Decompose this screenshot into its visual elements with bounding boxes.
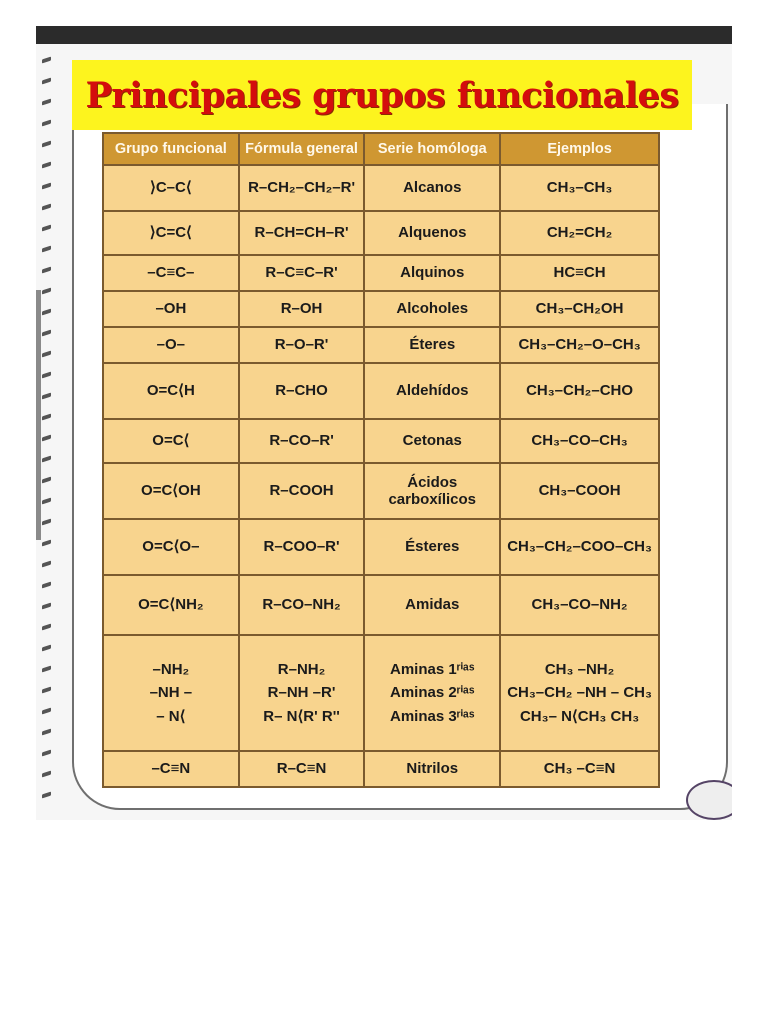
slide — [36, 44, 732, 820]
cell-formula-general — [239, 291, 365, 327]
ring-mark — [42, 309, 51, 316]
cell-line: R–O–R' — [274, 336, 329, 354]
ring-mark — [42, 519, 51, 526]
ring-mark — [42, 582, 51, 589]
table-row — [103, 419, 659, 463]
cell-serie-homologa — [364, 327, 500, 363]
cell-line: –C≡C– — [147, 264, 195, 282]
table-row — [103, 519, 659, 575]
cell-line: O=C⟨H — [146, 382, 195, 400]
cell-grupo-funcional — [103, 751, 239, 787]
cell-line: R–CO–NH₂ — [262, 596, 341, 614]
cell-ejemplo — [500, 327, 659, 363]
cell-line: CH₃– N⟨CH₃ CH₃ — [519, 707, 640, 725]
cell-line: CH₃–CH₂–CHO — [526, 382, 634, 400]
cell-grupo-funcional — [103, 363, 239, 419]
cell-ejemplo — [500, 575, 659, 635]
cell-line: O=C⟨O– — [142, 538, 200, 556]
cell-line: CH₂=CH₂ — [546, 224, 613, 242]
cell-serie-homologa — [364, 519, 500, 575]
ring-mark — [42, 456, 51, 463]
table-row — [103, 751, 659, 787]
cell-line: CH₃ –C≡N — [543, 760, 616, 778]
cell-line: Aminas 3ʳⁱᵃˢ — [390, 707, 475, 725]
cell-serie-homologa — [364, 463, 500, 519]
cell-formula-general — [239, 363, 365, 419]
cell-formula-general — [239, 211, 365, 255]
cell-grupo-funcional — [103, 165, 239, 211]
header-serie-homologa: Serie homóloga — [364, 133, 500, 165]
cell-line: carboxílicos — [388, 491, 477, 508]
title-banner — [72, 60, 692, 130]
left-scroll-edge — [36, 290, 41, 540]
cell-line: R–C≡C–R' — [265, 264, 338, 282]
cell-line: –NH₂ — [152, 661, 190, 679]
cell-line: CH₃–CH₃ — [546, 179, 613, 197]
cell-serie-homologa — [364, 211, 500, 255]
cell-formula-general — [239, 463, 365, 519]
ring-mark — [42, 225, 51, 232]
ring-mark — [42, 288, 51, 295]
table-row — [103, 165, 659, 211]
cell-serie-homologa — [364, 575, 500, 635]
cell-line: HC≡CH — [553, 264, 606, 282]
header-grupo-funcional: Grupo funcional — [103, 133, 239, 165]
cell-formula-general — [239, 751, 365, 787]
cell-line: O=C⟨NH₂ — [138, 596, 204, 614]
cell-grupo-funcional — [103, 635, 239, 751]
ring-mark — [42, 624, 51, 631]
cell-line: –O– — [156, 336, 186, 354]
university-seal-icon — [686, 780, 732, 820]
table-row — [103, 327, 659, 363]
ring-mark — [42, 687, 51, 694]
ring-mark — [42, 561, 51, 568]
cell-line: CH₃ –NH₂ — [544, 661, 615, 679]
cell-grupo-funcional — [103, 519, 239, 575]
ring-mark — [42, 120, 51, 127]
table-header-row — [103, 133, 659, 165]
cell-ejemplo — [500, 211, 659, 255]
cell-line: R–NH₂ — [277, 661, 326, 679]
ring-mark — [42, 729, 51, 736]
page-title: Principales grupos funcionales — [85, 74, 679, 116]
cell-formula-general — [239, 165, 365, 211]
cell-line: CH₃–CO–CH₃ — [531, 432, 628, 450]
cell-line: R–NH –R' — [267, 684, 336, 702]
table-row — [103, 255, 659, 291]
cell-grupo-funcional — [103, 211, 239, 255]
cell-line: Amidas — [405, 596, 460, 614]
ring-mark — [42, 162, 51, 169]
cell-ejemplo — [500, 363, 659, 419]
cell-serie-homologa — [364, 291, 500, 327]
cell-line: R–CO–R' — [269, 432, 334, 450]
cell-formula-general — [239, 255, 365, 291]
ring-mark — [42, 99, 51, 106]
cell-serie-homologa — [364, 751, 500, 787]
cell-line: Alquinos — [400, 264, 465, 282]
cell-serie-homologa — [364, 165, 500, 211]
cell-formula-general — [239, 419, 365, 463]
cell-line: R–CHO — [275, 382, 328, 400]
cell-grupo-funcional — [103, 255, 239, 291]
cell-line: ⟩C–C⟨ — [150, 179, 192, 197]
table-row — [103, 635, 659, 751]
ring-mark — [42, 393, 51, 400]
cell-line: –OH — [155, 300, 187, 318]
ring-mark — [42, 708, 51, 715]
ring-mark — [42, 78, 51, 85]
ring-mark — [42, 498, 51, 505]
cell-line: Aminas 1ʳⁱᵃˢ — [390, 661, 475, 679]
cell-line: Ácidos — [407, 473, 458, 491]
cell-line: Nitrilos — [406, 760, 459, 778]
cell-line: Aminas 2ʳⁱᵃˢ — [390, 684, 475, 702]
cell-line: R– N⟨R' R'' — [263, 707, 340, 725]
ring-mark — [42, 351, 51, 358]
header-ejemplos: Ejemplos — [500, 133, 659, 165]
cell-formula-general — [239, 327, 365, 363]
cell-ejemplo — [500, 635, 659, 751]
cell-line: O=C⟨OH — [141, 482, 201, 500]
cell-serie-homologa — [364, 419, 500, 463]
cell-ejemplo — [500, 255, 659, 291]
cell-line: Éteres — [409, 336, 456, 354]
ring-mark — [42, 141, 51, 148]
cell-line: R–CH=CH–R' — [254, 224, 349, 242]
ring-mark — [42, 330, 51, 337]
table-row — [103, 211, 659, 255]
functional-groups-table — [102, 132, 660, 788]
cell-grupo-funcional — [103, 575, 239, 635]
cell-line: ⟩C=C⟨ — [149, 224, 192, 242]
cell-formula-general — [239, 519, 365, 575]
cell-serie-homologa — [364, 363, 500, 419]
ring-mark — [42, 540, 51, 547]
cell-line: Aldehídos — [395, 382, 469, 400]
ring-mark — [42, 57, 51, 64]
cell-line: R–COO–R' — [263, 538, 340, 556]
cell-line: CH₃–CO–NH₂ — [531, 596, 628, 614]
cell-line: R–OH — [280, 300, 323, 318]
ring-mark — [42, 792, 51, 799]
ring-mark — [42, 771, 51, 778]
cell-ejemplo — [500, 751, 659, 787]
cell-grupo-funcional — [103, 463, 239, 519]
ring-mark — [42, 414, 51, 421]
cell-grupo-funcional — [103, 327, 239, 363]
ring-mark — [42, 603, 51, 610]
cell-formula-general — [239, 635, 365, 751]
cell-ejemplo — [500, 463, 659, 519]
ring-mark — [42, 750, 51, 757]
ring-mark — [42, 246, 51, 253]
cell-line: R–CH₂–CH₂–R' — [248, 179, 356, 197]
cell-line: R–C≡N — [276, 760, 327, 778]
ring-mark — [42, 666, 51, 673]
cell-line: Ésteres — [405, 538, 460, 556]
cell-serie-homologa — [364, 255, 500, 291]
cell-line: –NH – — [149, 684, 193, 702]
cell-line: CH₃–CH₂OH — [535, 300, 624, 318]
header-formula-general: Fórmula general — [239, 133, 365, 165]
ring-mark — [42, 204, 51, 211]
ring-mark — [42, 267, 51, 274]
cell-line: Alcoholes — [396, 300, 469, 318]
cell-line: –C≡N — [151, 760, 191, 778]
cell-serie-homologa — [364, 635, 500, 751]
cell-grupo-funcional — [103, 419, 239, 463]
ring-mark — [42, 183, 51, 190]
ring-mark — [42, 435, 51, 442]
ring-mark — [42, 372, 51, 379]
table-row — [103, 291, 659, 327]
cell-line: Cetonas — [402, 432, 462, 450]
cell-ejemplo — [500, 165, 659, 211]
table-row — [103, 575, 659, 635]
cell-line: CH₃–CH₂ –NH – CH₃ — [507, 684, 652, 702]
cell-line: CH₃–CH₂–O–CH₃ — [518, 336, 641, 354]
cell-line: – N⟨ — [156, 707, 186, 725]
cell-formula-general — [239, 575, 365, 635]
ring-mark — [42, 477, 51, 484]
cell-line: Alcanos — [403, 179, 462, 197]
ring-mark — [42, 645, 51, 652]
cell-line: Alquenos — [398, 224, 467, 242]
table-row — [103, 463, 659, 519]
window-top-bar — [36, 26, 732, 44]
cell-line: R–COOH — [269, 482, 334, 500]
cell-ejemplo — [500, 419, 659, 463]
cell-grupo-funcional — [103, 291, 239, 327]
cell-line: CH₃–COOH — [538, 482, 621, 500]
table-row — [103, 363, 659, 419]
cell-line: CH₃–CH₂–COO–CH₃ — [507, 538, 652, 556]
cell-line: O=C⟨ — [152, 432, 190, 450]
cell-ejemplo — [500, 291, 659, 327]
cell-ejemplo — [500, 519, 659, 575]
